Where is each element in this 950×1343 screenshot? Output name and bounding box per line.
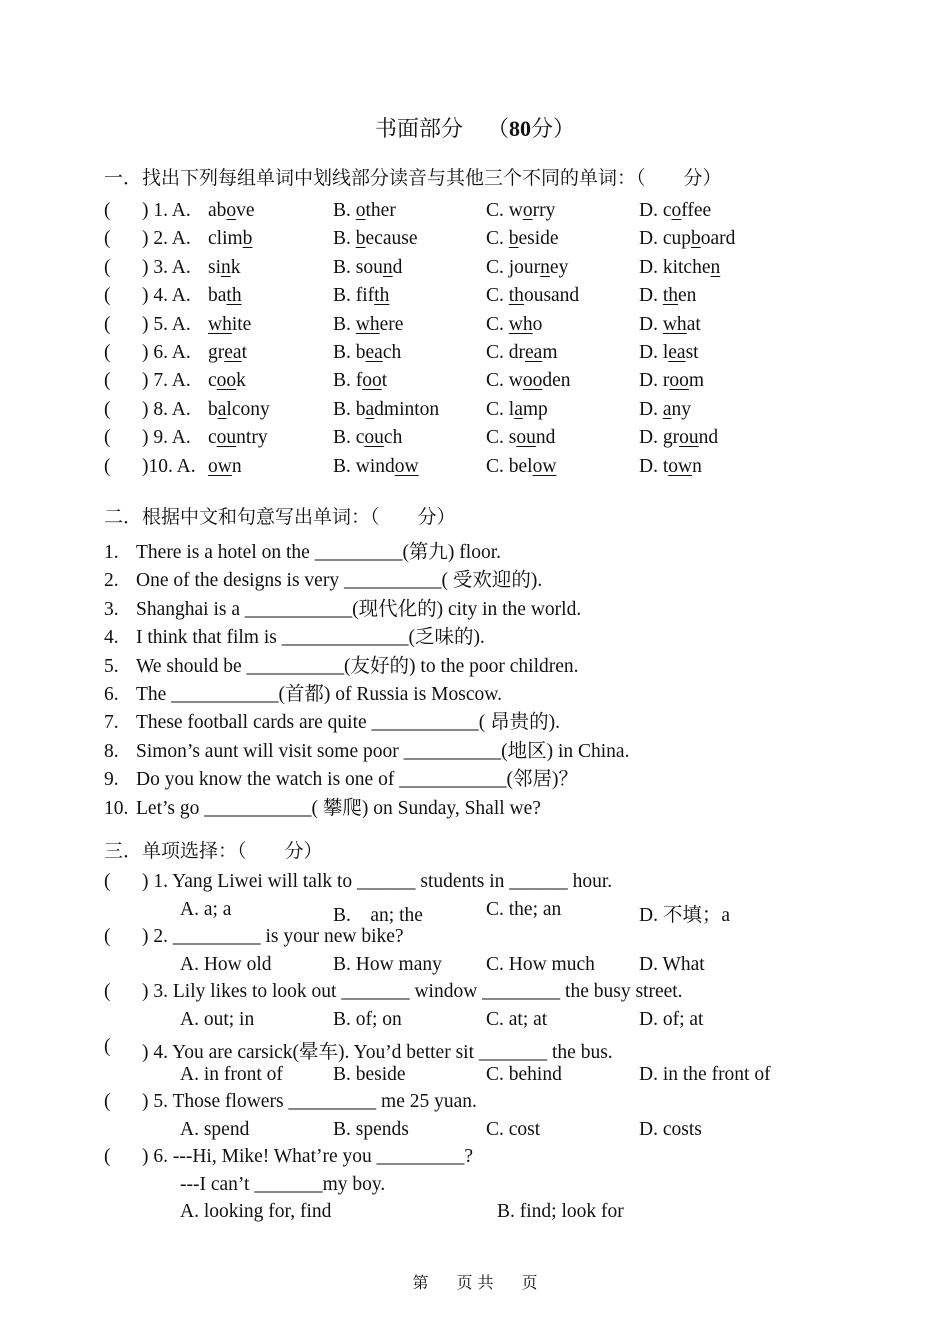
underlined-part: o — [522, 200, 533, 221]
answer-bracket: ( — [104, 228, 111, 250]
option-word: D. any — [639, 398, 691, 420]
item-number: 2. — [104, 570, 119, 592]
sentence-text: The ___________(首都) of Russia is Moscow. — [136, 684, 502, 705]
choice-option: D. of; at — [639, 1008, 704, 1030]
answer-bracket: ( — [104, 455, 111, 477]
option-word: D. room — [639, 370, 704, 392]
sentence-text: Shanghai is a ___________(现代化的) city in the world. — [136, 598, 582, 620]
option-word: D. then — [639, 285, 697, 307]
underlined-part: ow — [532, 455, 557, 477]
option-word: C. lamp — [486, 398, 548, 420]
option-word: country — [208, 427, 268, 449]
underlined-part: wh — [355, 313, 380, 335]
choice-option: B. How many — [333, 953, 442, 975]
pronunciation-item — [104, 370, 844, 398]
fill-blank-item — [104, 763, 578, 791]
item-number: ) 3. A. — [142, 256, 191, 278]
item-number: ) 7. A. — [142, 370, 191, 392]
question-text: ) 4. You are carsick(晕车). You’d better sit _______ the bus. — [142, 1042, 613, 1063]
choice-options — [0, 954, 950, 982]
underlined-part: a — [217, 398, 227, 420]
underlined-part: wh — [508, 313, 533, 335]
question-text: ) 3. Lily likes to look out _______ window ________ the busy street. — [142, 981, 683, 1002]
option-word: B. window — [333, 455, 419, 477]
item-number: ) 2. A. — [142, 228, 191, 250]
underlined-part: n — [221, 256, 231, 278]
choice-options — [0, 1064, 950, 1092]
option-word: cook — [208, 370, 246, 392]
underlined-part: ou — [516, 427, 536, 449]
option-word: C. dream — [486, 342, 558, 363]
underlined-part: b — [242, 228, 253, 250]
answer-bracket: ( — [104, 398, 111, 420]
choice-option: B. of; on — [333, 1008, 402, 1030]
underlined-part: ow — [394, 455, 419, 477]
choice-option: B. beside — [333, 1063, 406, 1085]
pronunciation-item — [104, 399, 844, 427]
underlined-part: th — [662, 285, 679, 307]
option-word: own — [208, 455, 242, 477]
underlined-part: ow — [668, 455, 693, 477]
pronunciation-item — [104, 456, 844, 484]
item-number: 3. — [104, 598, 119, 620]
choice-options — [0, 1009, 950, 1037]
option-word: D. least — [639, 342, 699, 363]
sentence-text: I think that film is _____________(乏味的). — [136, 627, 485, 649]
option-word: white — [208, 313, 252, 335]
pronunciation-item — [104, 427, 844, 455]
underlined-part: a — [662, 398, 672, 420]
option-word: D. coffee — [639, 200, 712, 221]
answer-bracket: ( — [104, 926, 111, 947]
question-text: ---I can’t _______my boy. — [180, 1173, 386, 1195]
underlined-part: ea — [668, 342, 686, 363]
option-word: B. beach — [333, 342, 402, 363]
choice-option: C. cost — [486, 1118, 541, 1140]
option-word: bath — [208, 285, 242, 307]
choice-options — [0, 899, 950, 927]
section-1-heading: 一．找出下列每组单词中划线部分读音与其他三个不同的单词：（ 分） — [104, 167, 722, 189]
choice-option: A. out; in — [180, 1008, 255, 1030]
item-number: ) 1. A. — [142, 200, 191, 221]
section-2-heading: 二．根据中文和句意写出单词：（ 分） — [104, 506, 456, 528]
choice-option: A. looking for, find — [180, 1201, 332, 1222]
answer-bracket: ( — [104, 427, 111, 449]
underlined-part: a — [514, 398, 523, 420]
underlined-part: b — [508, 228, 519, 250]
pronunciation-item — [104, 285, 844, 313]
underlined-part: oo — [362, 370, 382, 392]
underlined-part: o — [671, 200, 682, 221]
option-word: C. worry — [486, 200, 556, 221]
answer-bracket: ( — [104, 981, 111, 1002]
underlined-part: ow — [208, 455, 232, 477]
underlined-part: o — [226, 200, 237, 221]
option-word: B. where — [333, 313, 404, 335]
underlined-part: ou — [679, 427, 699, 449]
fill-blank-item — [104, 621, 485, 649]
underlined-part: th — [374, 285, 390, 307]
option-word: B. because — [333, 228, 418, 250]
underlined-part: n — [710, 256, 721, 278]
fill-blank-item — [104, 593, 581, 621]
option-word: B. couch — [333, 427, 403, 449]
section-3-heading: 三．单项选择：（ 分） — [104, 840, 323, 862]
sentence-text: Simon’s aunt will visit some poor __________(地区) in China. — [136, 740, 630, 762]
pronunciation-item — [104, 228, 844, 256]
option-word: climb — [208, 228, 253, 250]
answer-bracket: ( — [104, 285, 111, 307]
fill-blank-item — [104, 678, 502, 706]
option-word: D. what — [639, 313, 701, 335]
item-number: ) 9. A. — [142, 427, 191, 449]
option-word: B. other — [333, 200, 396, 221]
item-number: 9. — [104, 769, 119, 791]
item-number: )10. A. — [142, 455, 196, 477]
underlined-part: a — [365, 398, 375, 420]
choice-option: C. at; at — [486, 1008, 548, 1030]
answer-bracket: ( — [104, 313, 111, 335]
page-title: 书面部分 （80分） — [374, 116, 576, 141]
question-text: ) 5. Those flowers _________ me 25 yuan. — [142, 1091, 477, 1112]
question-text: ) 1. Yang Liwei will talk to ______ students in ______ hour. — [142, 871, 613, 892]
underlined-part: oo — [522, 370, 543, 392]
sentence-text: These football cards are quite ___________( 昂贵的). — [136, 712, 561, 734]
underlined-part: th — [226, 285, 242, 307]
sentence-text: We should be __________(友好的) to the poor children. — [136, 655, 579, 677]
answer-bracket: ( — [104, 256, 111, 278]
underlined-part: b — [355, 228, 366, 250]
option-word: C. who — [486, 313, 543, 335]
underlined-part: n — [540, 256, 550, 278]
option-word: B. foot — [333, 370, 388, 392]
choice-option: D. costs — [639, 1118, 702, 1140]
item-number: 10. — [104, 797, 129, 819]
option-word: D. kitchen — [639, 256, 721, 278]
item-number: 7. — [104, 712, 119, 734]
underlined-part: n — [382, 256, 393, 278]
option-word: D. town — [639, 455, 702, 477]
underlined-part: ea — [525, 342, 543, 363]
option-word: sink — [208, 256, 241, 278]
fill-blank-item — [104, 792, 541, 820]
choice-option: D. in the front of — [639, 1063, 771, 1085]
question-text: ) 2. _________ is your new bike? — [142, 926, 404, 947]
option-word: C. wooden — [486, 370, 571, 392]
choice-option: A. spend — [180, 1118, 250, 1140]
fill-blank-item — [104, 564, 542, 592]
choice-option: D. What — [639, 953, 705, 975]
choice-option: A. in front of — [180, 1063, 283, 1085]
underlined-part: ea — [365, 342, 383, 363]
fill-blank-item — [104, 650, 579, 678]
item-number: ) 5. A. — [142, 313, 191, 335]
answer-bracket: ( — [104, 200, 111, 221]
item-number: 5. — [104, 655, 119, 677]
fill-blank-item — [104, 536, 501, 564]
sentence-text: There is a hotel on the _________(第九) floor. — [136, 542, 502, 563]
underlined-part: ea — [224, 342, 242, 363]
option-word: B. sound — [333, 256, 403, 278]
option-word: C. journey — [486, 256, 569, 278]
underlined-part: oo — [216, 370, 237, 392]
option-word: C. thousand — [486, 285, 580, 307]
option-word: D. cupboard — [639, 228, 736, 250]
sentence-text: One of the designs is very __________( 受欢迎的). — [136, 570, 543, 592]
option-word: B. fifth — [333, 285, 390, 307]
sentence-text: Do you know the watch is one of ___________(邻居)？ — [136, 769, 578, 791]
underlined-part: ou — [364, 427, 384, 449]
underlined-part: wh — [662, 313, 687, 335]
item-number: ) 8. A. — [142, 398, 191, 420]
fill-blank-item — [104, 735, 629, 763]
fill-blank-item — [104, 706, 560, 734]
underlined-part: oo — [669, 370, 689, 392]
option-word: great — [208, 342, 247, 363]
choice-option: A. a; a — [180, 898, 232, 920]
page-footer: 第 页 共 页 — [412, 1273, 538, 1292]
choice-option: B. an; the — [333, 904, 423, 926]
underlined-part: ou — [216, 427, 237, 449]
underlined-part: th — [508, 285, 524, 307]
choice-option: A. How old — [180, 953, 272, 975]
answer-bracket: ( — [104, 871, 111, 892]
answer-bracket: ( — [104, 342, 111, 363]
option-word: C. below — [486, 455, 557, 477]
option-word: C. sound — [486, 427, 556, 449]
answer-bracket: ( — [104, 370, 111, 392]
choice-option: B. spends — [333, 1118, 409, 1140]
option-word: above — [208, 200, 255, 221]
answer-bracket: ( — [104, 1091, 111, 1112]
item-number: 4. — [104, 627, 119, 649]
choice-option: D. 不填；a — [639, 904, 730, 926]
choice-options — [0, 1119, 950, 1147]
choice-option: B. find; look for — [497, 1201, 624, 1222]
pronunciation-item — [104, 314, 844, 342]
item-number: 1. — [104, 542, 119, 563]
option-word: D. ground — [639, 427, 719, 449]
item-number: 8. — [104, 740, 119, 762]
item-number: ) 6. A. — [142, 342, 191, 363]
choice-option: C. the; an — [486, 898, 562, 920]
pronunciation-item — [104, 200, 844, 228]
pronunciation-item — [104, 257, 844, 285]
choice-option: C. How much — [486, 953, 595, 975]
pronunciation-item — [104, 342, 844, 370]
sentence-text: Let’s go ___________( 攀爬) on Sunday, Shall we? — [136, 797, 541, 819]
answer-bracket: ( — [104, 1036, 111, 1057]
underlined-part: b — [691, 228, 701, 250]
answer-bracket: ( — [104, 1146, 111, 1167]
question-text: ) 6. ---Hi, Mike! What’re you _________? — [142, 1146, 474, 1167]
underlined-part: o — [355, 200, 366, 221]
option-word: C. beside — [486, 228, 559, 250]
underlined-part: wh — [208, 313, 232, 335]
choice-option: C. behind — [486, 1063, 562, 1085]
option-word: B. badminton — [333, 398, 440, 420]
item-number: ) 4. A. — [142, 285, 191, 307]
item-number: 6. — [104, 684, 119, 705]
option-word: balcony — [208, 398, 270, 420]
choice-options — [0, 1201, 950, 1229]
